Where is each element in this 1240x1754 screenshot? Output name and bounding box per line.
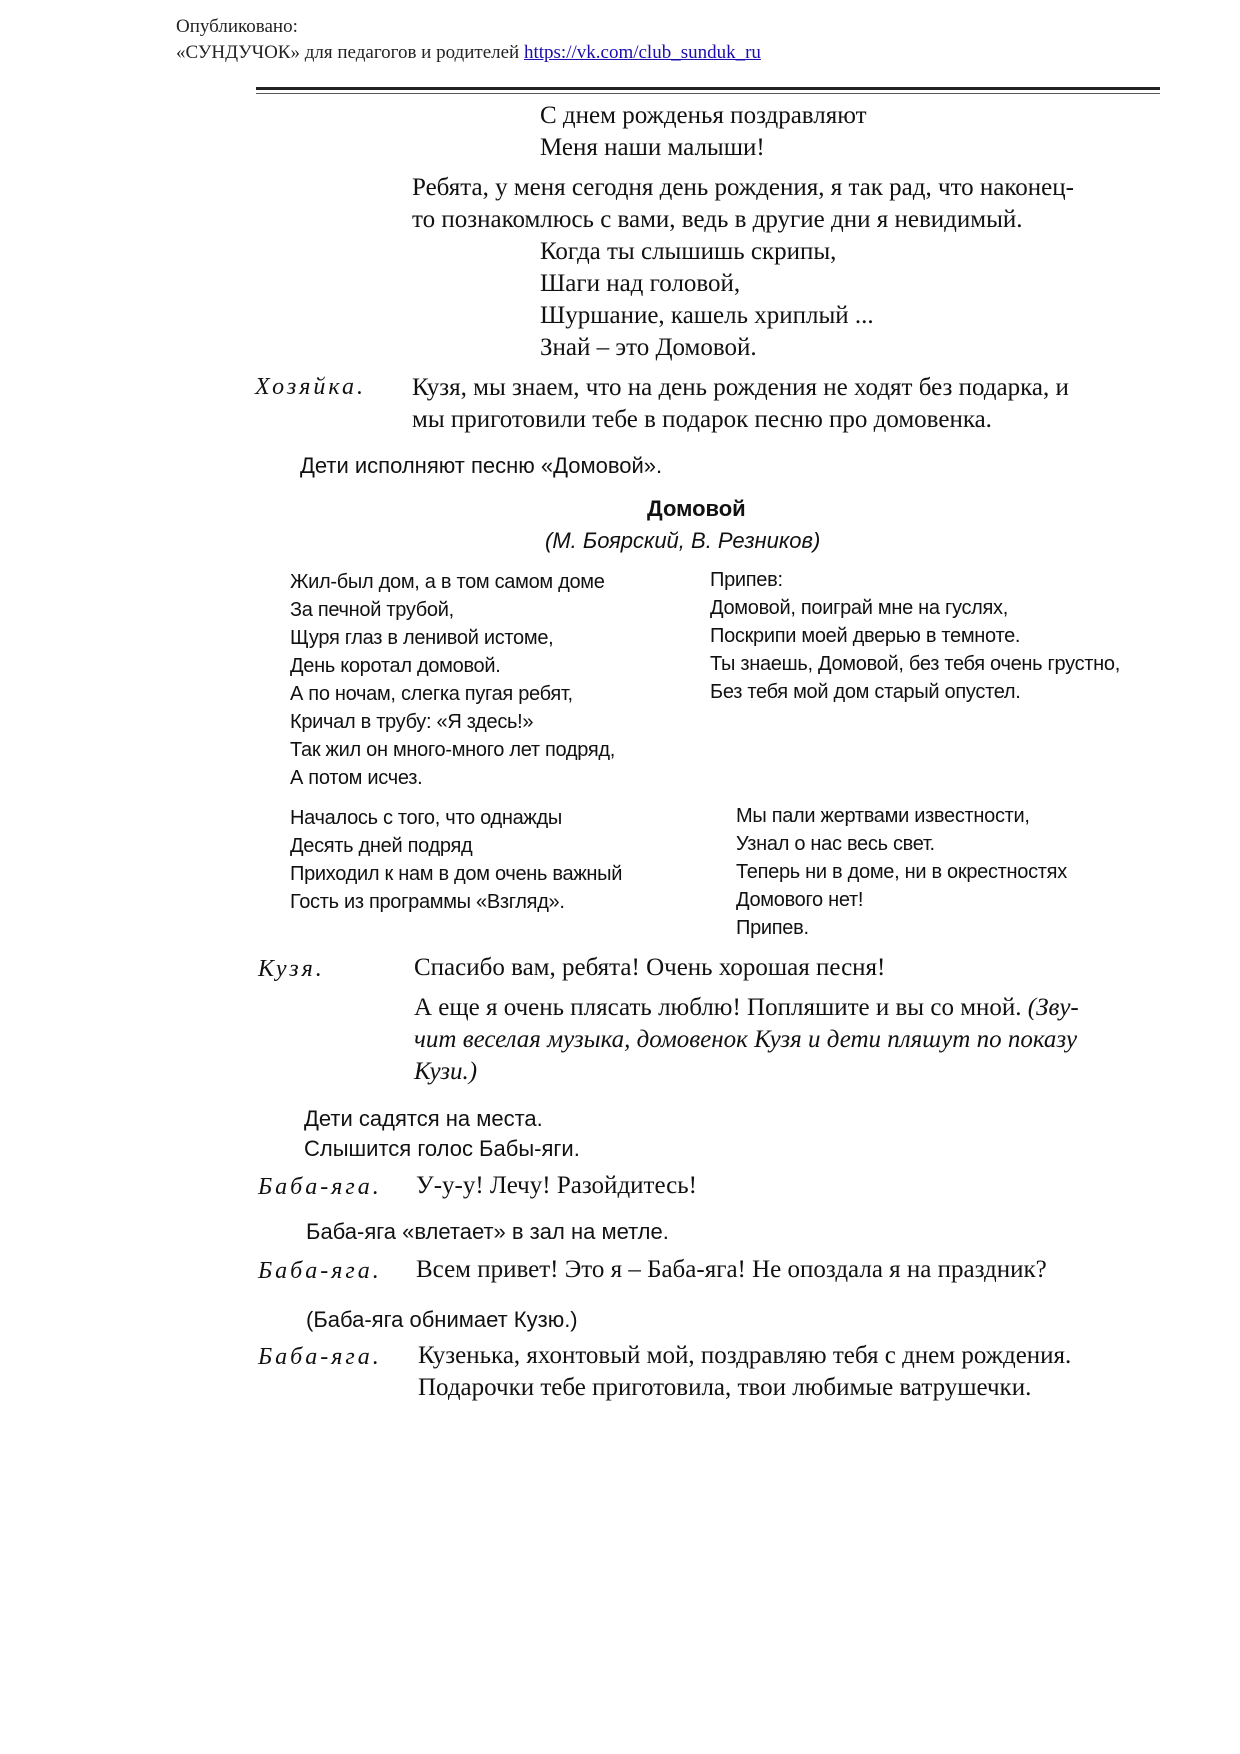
header-rule-thin — [256, 93, 1160, 94]
stage-direction-inline: чит веселая музыка, домовенок Кузя и дети пляшут по показу — [414, 1026, 1078, 1053]
verse-line: Меня наши малыши! — [540, 134, 765, 161]
song-line: Кричал в трубу: «Я здесь!» — [290, 711, 534, 733]
song-line: Домовой, поиграй мне на гуслях, — [710, 597, 1008, 619]
speaker-baba-yaga: Баба-яга. — [258, 1258, 382, 1284]
stage-line: Слышится голос Бабы-яги. — [304, 1136, 580, 1161]
verse-line: Когда ты слышишь скрипы, — [540, 238, 837, 265]
verse-line: Шаги над головой, — [540, 270, 741, 297]
speech-text: А еще я очень плясать люблю! Попляшите и вы со мной. — [414, 994, 1028, 1021]
stage-direction-hugs: (Баба-яга обнимает Кузю.) — [306, 1307, 578, 1332]
header-vk-link[interactable]: https://vk.com/club_sunduk_ru — [523, 42, 761, 63]
baba-yaga-speech-3 — [418, 1340, 1071, 1404]
song-line: Узнал о нас весь свет. — [736, 833, 935, 855]
song-verse-1 — [290, 568, 615, 792]
speaker-hostess: Хозяйка. — [255, 374, 367, 400]
song-line: Без тебя мой дом старый опустел. — [710, 681, 1021, 703]
speaker-baba-yaga: Баба-яга. — [258, 1344, 382, 1370]
verse-line: С днем рожденья поздравляют — [540, 102, 867, 129]
baba-yaga-speech-1: У-у-у! Лечу! Разойдитесь! — [416, 1172, 698, 1199]
song-line: Началось с того, что однажды — [290, 807, 562, 829]
header-source-line — [176, 42, 761, 64]
song-line: А потом исчез. — [290, 767, 423, 789]
paragraph-line: то познакомлюсь с вами, ведь в другие дни я невидимый. — [412, 206, 1023, 233]
stage-direction-sit — [304, 1104, 580, 1164]
song-verse-2 — [290, 804, 622, 916]
stage-direction-song: Дети исполняют песню «Домовой». — [300, 453, 663, 478]
speaker-kuzya: Кузя. — [258, 956, 325, 982]
song-line: Щуря глаз в ленивой истоме, — [290, 627, 554, 649]
song-authors: (М. Боярский, В. Резников) — [545, 528, 821, 553]
stage-direction-inline: Кузи.) — [414, 1058, 478, 1085]
song-line: Домового нет! — [736, 889, 864, 911]
verse-line: Шуршание, кашель хриплый ... — [540, 302, 874, 329]
song-line: Припев. — [736, 917, 809, 939]
song-line: Жил-был дом, а в том самом доме — [290, 571, 605, 593]
speaker-baba-yaga: Баба-яга. — [258, 1174, 382, 1200]
speech-line: Кузя, мы знаем, что на день рождения не ходят без подарка, и — [412, 374, 1069, 401]
speech-line: Подарочки тебе приготовила, твои любимые ватрушечки. — [418, 1374, 1032, 1401]
speech-line: Кузенька, яхонтовый мой, поздравляю тебя с днем рождения. — [418, 1342, 1072, 1369]
verse-domovoy — [540, 236, 874, 364]
stage-line: Дети садятся на места. — [304, 1106, 543, 1131]
speech-line — [414, 992, 1079, 1024]
kuzya-intro-paragraph — [412, 172, 1074, 236]
song-line: Десять дней подряд — [290, 835, 473, 857]
verse-line: Знай – это Домовой. — [540, 334, 757, 361]
baba-yaga-speech-2: Всем привет! Это я – Баба-яга! Не опоздала я на праздник? — [416, 1256, 1047, 1283]
hostess-speech — [412, 372, 1069, 436]
song-line: Припев: — [710, 569, 783, 591]
song-line: А по ночам, слегка пугая ребят, — [290, 683, 573, 705]
kuzya-dance-speech — [414, 992, 1079, 1088]
song-line: Приходил к нам в дом очень важный — [290, 863, 623, 885]
speech-line: мы приготовили тебе в подарок песню про домовенка. — [412, 406, 992, 433]
song-line: Гость из программы «Взгляд». — [290, 891, 565, 913]
verse-greeting — [540, 100, 867, 164]
header-source-text: «СУНДУЧОК» для педагогов и родителей — [176, 42, 524, 63]
song-line: Теперь ни в доме, ни в окрестностях — [736, 861, 1067, 883]
header-rule-thick — [256, 87, 1160, 90]
song-line: Так жил он много-много лет подряд, — [290, 739, 616, 761]
song-line: День коротал домовой. — [290, 655, 501, 677]
paragraph-line: Ребята, у меня сегодня день рождения, я так рад, что наконец- — [412, 174, 1074, 201]
song-line: Поскрипи моей дверью в темноте. — [710, 625, 1021, 647]
song-chorus — [710, 566, 1120, 706]
song-line: За печной трубой, — [290, 599, 454, 621]
stage-direction-inline: (Зву- — [1027, 994, 1079, 1021]
header-published-label: Опубликовано: — [176, 16, 298, 37]
stage-direction-flies-in: Баба-яга «влетает» в зал на метле. — [306, 1219, 669, 1244]
song-line: Мы пали жертвами известности, — [736, 805, 1030, 827]
song-line: Ты знаешь, Домовой, без тебя очень грустно, — [710, 653, 1120, 675]
kuzya-thanks: Спасибо вам, ребята! Очень хорошая песня! — [414, 954, 886, 981]
song-title: Домовой — [647, 496, 746, 521]
song-verse-3 — [736, 802, 1067, 942]
